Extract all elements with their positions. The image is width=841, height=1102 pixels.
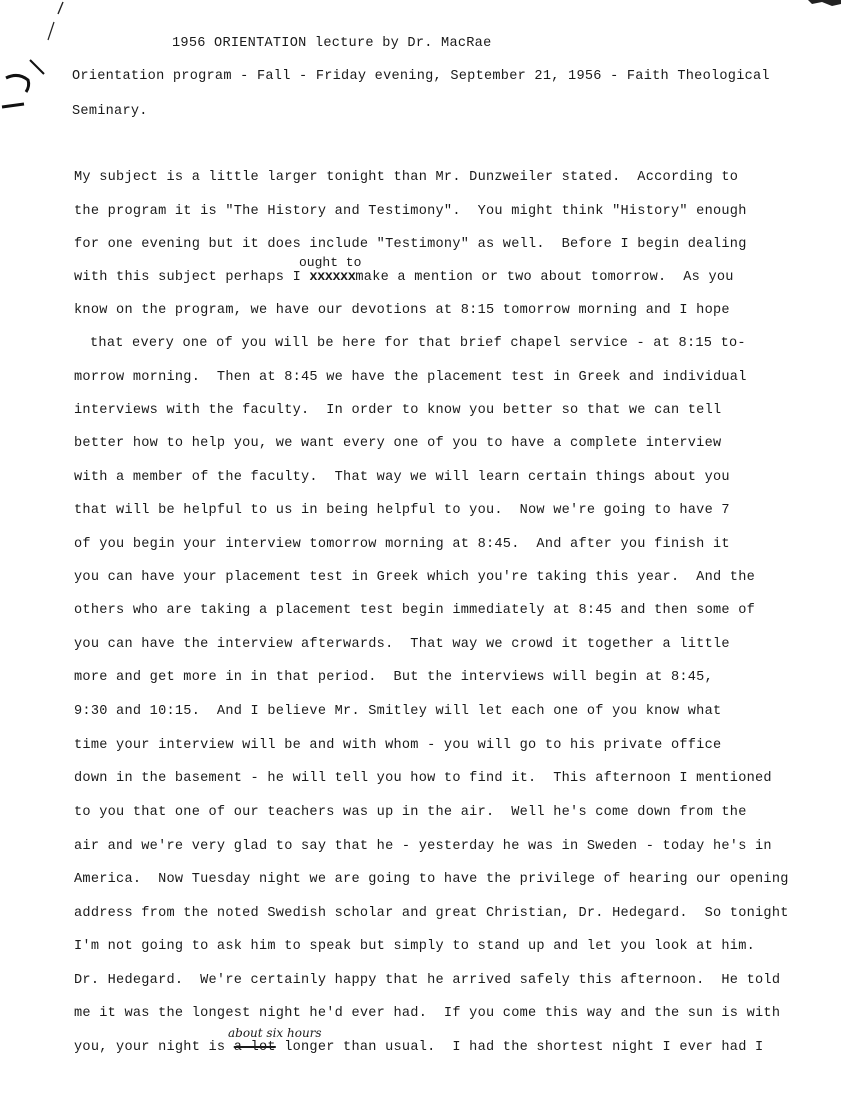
body-line: you can have the interview afterwards. That way we crowd it together a little [74, 637, 730, 652]
body-line [74, 1040, 763, 1056]
body-line: My subject is a little larger tonight than Mr. Dunzweiler stated. According to [74, 170, 739, 185]
body-line: 9:30 and 10:15. And I believe Mr. Smitley will let each one of you know what [74, 704, 722, 719]
body-line: I'm not going to ask him to speak but simply to stand up and let you look at him. [74, 939, 756, 954]
body-line: address from the noted Swedish scholar and great Christian, Dr. Hedegard. So tonight [74, 906, 789, 921]
body-line: air and we're very glad to say that he - yesterday he was in Sweden - today he's in [74, 839, 772, 854]
body-line: you can have your placement test in Greek which you're taking this year. And the [74, 570, 756, 585]
inserted-correction: ought to [299, 255, 362, 270]
body-line: more and get more in in that period. But the interviews will begin at 8:45, [74, 670, 713, 685]
overstrike-text: xxxxxx [309, 270, 356, 285]
body-line: to you that one of our teachers was up in the air. Well he's come down from the [74, 805, 747, 820]
body-line: with a member of the faculty. That way we will learn certain things about you [74, 470, 730, 485]
body-line: interviews with the faculty. In order to know you better so that we can tell [74, 403, 722, 418]
body-text: longer than usual. I had the shortest night I ever had I [275, 1040, 764, 1055]
document-title: 1956 ORIENTATION lecture by Dr. MacRae [172, 36, 492, 51]
body-text: you, your night is [74, 1040, 234, 1055]
body-line: time your interview will be and with whom - you will go to his private office [74, 738, 722, 753]
body-line: others who are taking a placement test begin immediately at 8:45 and then some of [74, 603, 756, 618]
body-text: with this subject perhaps I [74, 270, 310, 285]
struck-text: a lot [233, 1040, 276, 1055]
body-line: of you begin your interview tomorrow morning at 8:45. And after you finish it [74, 537, 730, 552]
body-line: morrow morning. Then at 8:45 we have the placement test in Greek and individual [74, 370, 747, 385]
body-line: for one evening but it does include "Testimony" as well. Before I begin dealing [74, 237, 747, 252]
header-line: Orientation program - Fall - Friday evening, September 21, 1956 - Faith Theological [72, 69, 770, 84]
handwritten-insert: about six hours [228, 1026, 322, 1040]
body-line: that every one of you will be here for that brief chapel service - at 8:15 to- [90, 336, 746, 351]
body-line: America. Now Tuesday night we are going to have the privilege of hearing our opening [74, 872, 789, 887]
body-line: the program it is "The History and Testimony". You might think "History" enough [74, 204, 747, 219]
body-line: me it was the longest night he'd ever had. If you come this way and the sun is with [74, 1006, 781, 1021]
body-line [74, 270, 734, 286]
body-line: better how to help you, we want every one of you to have a complete interview [74, 436, 722, 451]
body-line: Dr. Hedegard. We're certainly happy that he arrived safely this afternoon. He told [74, 973, 781, 988]
body-line: that will be helpful to us in being helpful to you. Now we're going to have 7 [74, 503, 730, 518]
header-line: Seminary. [72, 104, 148, 119]
body-line: down in the basement - he will tell you how to find it. This afternoon I mentioned [74, 771, 772, 786]
body-line: know on the program, we have our devotions at 8:15 tomorrow morning and I hope [74, 303, 730, 318]
body-text: make a mention or two about tomorrow. As you [355, 270, 734, 285]
